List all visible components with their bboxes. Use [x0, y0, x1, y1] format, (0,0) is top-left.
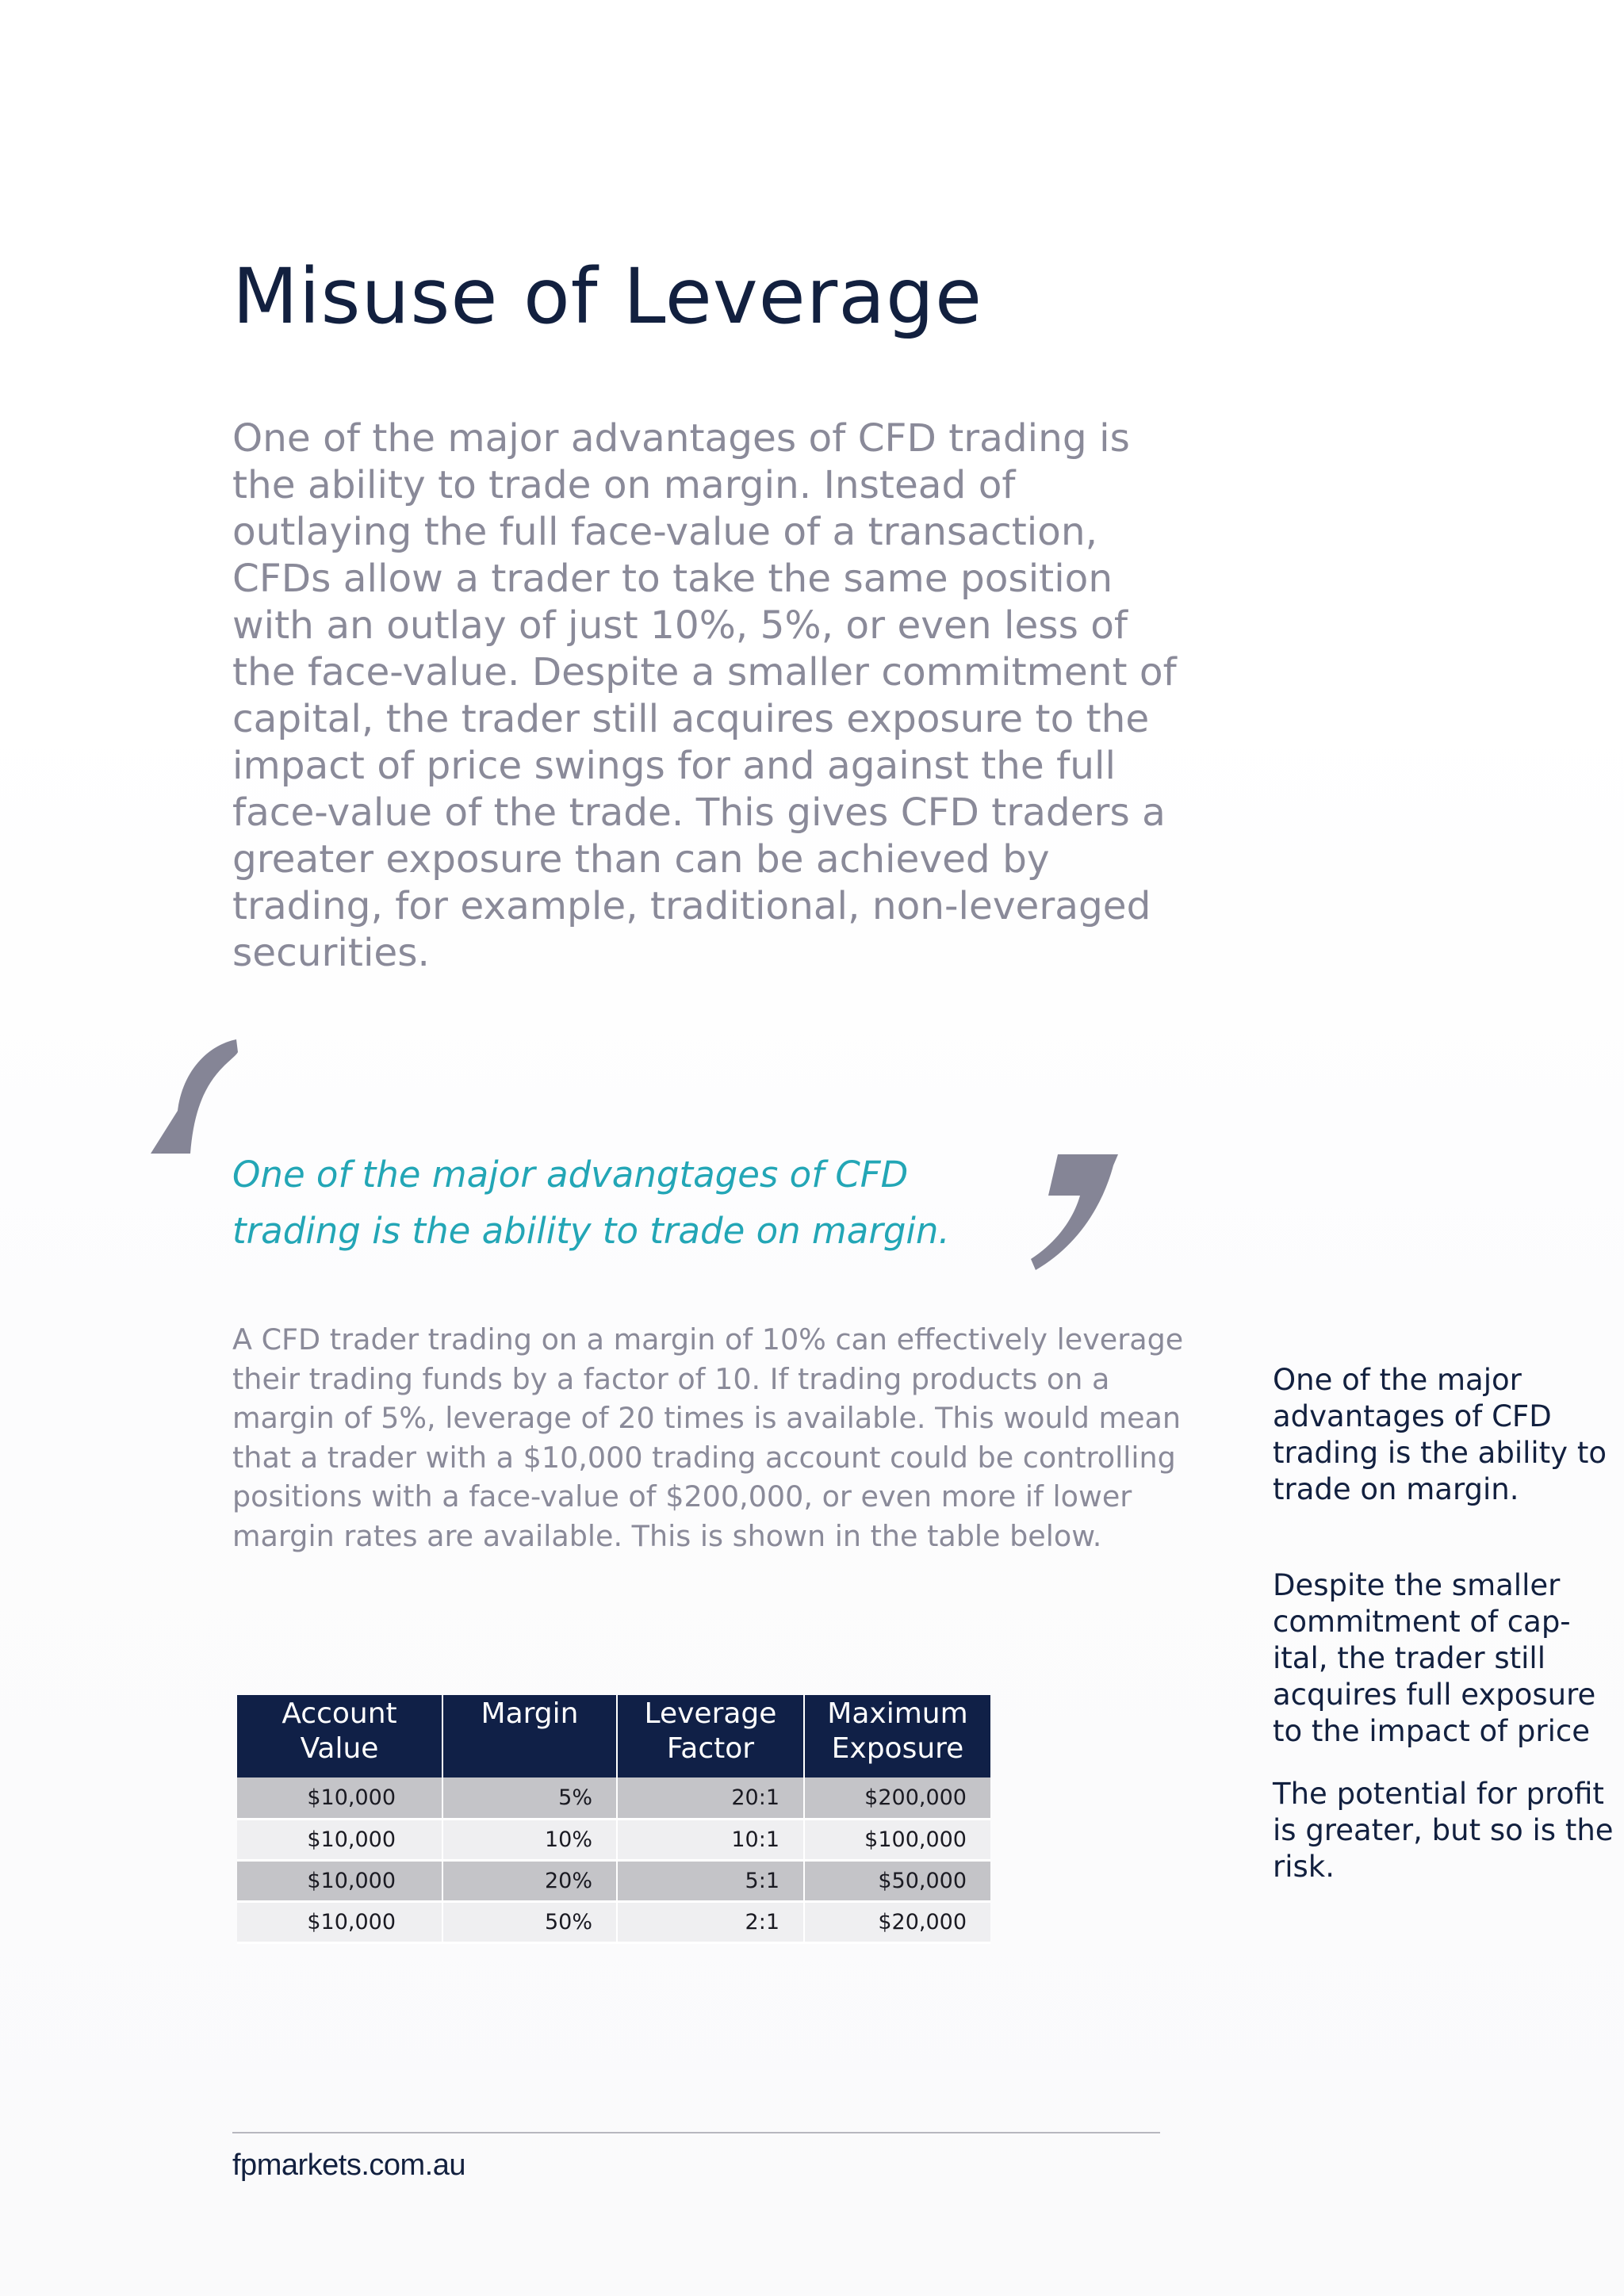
intro-paragraph: One of the major advantages of CFD trading is the ability to trade on margin. Instead of outlaying the full face-value of a transaction, CFDs allow a trader to take the same position with an outlay of just 10%, 5%, or even less of the face-value. Despite a smaller commitment of capital, the trader still acquires exposure to the impact of price swings for and against the full face-value of the trade. This gives CFD traders a greater exposure than can be achieved by trading, for example, traditional, non-leveraged securities.: [232, 416, 1177, 975]
footer-website-link[interactable]: fpmarkets.com.au: [232, 2149, 465, 2182]
close-quote-icon: [1031, 1154, 1118, 1270]
table-cell: $10,000: [237, 1777, 442, 1819]
column-header-margin: Margin: [442, 1695, 617, 1777]
table-cell: $20,000: [804, 1901, 990, 1942]
table-row: [237, 1819, 990, 1860]
open-quote-icon: [151, 1035, 238, 1154]
column-header-maximum-exposure: Maximum Exposure: [804, 1695, 990, 1777]
table-cell: $50,000: [804, 1860, 990, 1901]
table-cell: 5:1: [617, 1860, 804, 1901]
pull-quote-line: One of the major advangtages of CFD: [232, 1154, 909, 1196]
table-cell: 5%: [442, 1777, 617, 1819]
body-paragraph: A CFD trader trading on a margin of 10% can effectively leverage their trading funds by a factor of 10. If trading products on a margin of 5%, leverage of 20 times is available. This would mean that a trader with a $10,000 trading account could be controlling positions with a face-value of $200,000, or even more if lower margin rates are available. This is shown in the table below.: [232, 1322, 1184, 1553]
sidebar-note: Despite the smaller commitment of cap-ital, the trader still acquires full exposure to the impact of price: [1273, 1568, 1596, 1748]
page-title: Misuse of Leverage: [232, 252, 983, 341]
table-cell: 10:1: [617, 1819, 804, 1860]
table-cell: $10,000: [237, 1901, 442, 1942]
table-cell: 2:1: [617, 1901, 804, 1942]
footer-divider: [232, 2132, 1160, 2133]
table-row: [237, 1901, 990, 1942]
leverage-table: [237, 1695, 990, 1944]
table-row: [237, 1777, 990, 1819]
column-header-leverage-factor: Leverage Factor: [617, 1695, 804, 1777]
sidebar-note: The potential for profit is greater, but so is the risk.: [1273, 1777, 1614, 1884]
table-cell: 20:1: [617, 1777, 804, 1819]
table-cell: $100,000: [804, 1819, 990, 1860]
table-cell: $10,000: [237, 1819, 442, 1860]
pull-quote-line: trading is the ability to trade on margin.: [232, 1210, 950, 1252]
table-cell: 50%: [442, 1901, 617, 1942]
sidebar-note: One of the major advantages of CFD trading is the ability to trade on margin.: [1273, 1363, 1607, 1506]
table-row: [237, 1860, 990, 1901]
table-cell: $200,000: [804, 1777, 990, 1819]
table-cell: $10,000: [237, 1860, 442, 1901]
table-header-row: [237, 1695, 990, 1777]
column-header-account-value: Account Value: [237, 1695, 442, 1777]
table-cell: 20%: [442, 1860, 617, 1901]
pull-quote: [232, 1146, 1025, 1259]
table-cell: 10%: [442, 1819, 617, 1860]
